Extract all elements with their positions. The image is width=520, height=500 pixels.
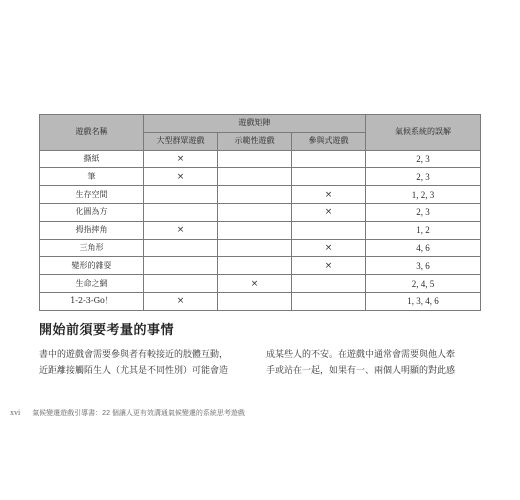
misconception-cell: 2, 3 [366,150,481,168]
body-text-line: 近距離接觸陌生人（尤其是不同性別）可能會造 [39,366,229,376]
header-large-group: 大型群眾遊戲 [144,132,218,150]
mark-cell [218,221,292,239]
header-participatory: 參與式遊戲 [292,132,366,150]
mark-cell: × [292,257,366,275]
body-text-right-column [266,347,496,379]
misconception-cell: 1, 2 [366,221,481,239]
mark-cell [218,150,292,168]
misconception-cell: 4, 6 [366,239,481,257]
game-name-cell: 筆 [40,168,144,186]
game-name-cell: 化圓為方 [40,203,144,221]
game-name-cell: 1-2-3-Go！ [40,292,144,310]
table-row [40,168,481,186]
mark-cell [292,168,366,186]
table-row [40,257,481,275]
mark-cell: × [144,168,218,186]
game-name-cell: 拇指摔角 [40,221,144,239]
mark-cell [292,292,366,310]
mark-cell [144,203,218,221]
misconception-cell: 2, 3 [366,168,481,186]
mark-cell [144,275,218,293]
mark-cell [144,186,218,204]
mark-cell [218,168,292,186]
body-text-line: 書中的遊戲會需要參與者有較接近的肢體互動， [39,350,229,360]
header-game-matrix: 遊戲矩陣 [144,115,366,133]
header-climate-misconception: 氣候系統的誤解 [366,115,481,151]
game-name-cell: 三角形 [40,239,144,257]
mark-cell [218,292,292,310]
game-name-cell: 撕紙 [40,150,144,168]
mark-cell: × [144,150,218,168]
mark-cell: × [144,292,218,310]
misconception-cell: 1, 3, 4, 6 [366,292,481,310]
mark-cell: × [292,239,366,257]
body-text-left-column [39,347,269,379]
mark-cell: × [218,275,292,293]
game-name-cell: 生存空間 [40,186,144,204]
table-row [40,221,481,239]
table-row [40,292,481,310]
misconception-cell: 1, 2, 3 [366,186,481,204]
table-row [40,239,481,257]
mark-cell: × [292,203,366,221]
misconception-cell: 3, 6 [366,257,481,275]
mark-cell: × [292,186,366,204]
body-text-line: 手或站在一起，如果有一、兩個人明顯的對此感 [266,366,456,376]
mark-cell: × [144,221,218,239]
mark-cell [144,239,218,257]
misconception-cell: 2, 3 [366,203,481,221]
page-footer [10,408,245,418]
game-name-cell: 變形的雜耍 [40,257,144,275]
mark-cell [292,275,366,293]
mark-cell [218,203,292,221]
page-number: xvi [10,408,21,417]
table-row [40,186,481,204]
mark-cell [218,257,292,275]
body-text-line: 成某些人的不安。在遊戲中通常會需要與他人牽 [266,350,456,360]
running-title: 氣候變遷遊戲引導書：22 個讓人更有效溝通氣候變遷的系統思考遊戲 [32,410,245,417]
misconception-cell: 2, 4, 5 [366,275,481,293]
mark-cell [144,257,218,275]
header-game-name: 遊戲名稱 [40,115,144,151]
mark-cell [218,186,292,204]
mark-cell [218,239,292,257]
table-row [40,203,481,221]
table-row [40,275,481,293]
game-name-cell: 生命之網 [40,275,144,293]
mark-cell [292,150,366,168]
mark-cell [292,221,366,239]
table-row [40,150,481,168]
header-demonstration: 示範性遊戲 [218,132,292,150]
game-matrix-table [39,114,481,311]
section-heading: 開始前須要考量的事情 [39,323,175,338]
